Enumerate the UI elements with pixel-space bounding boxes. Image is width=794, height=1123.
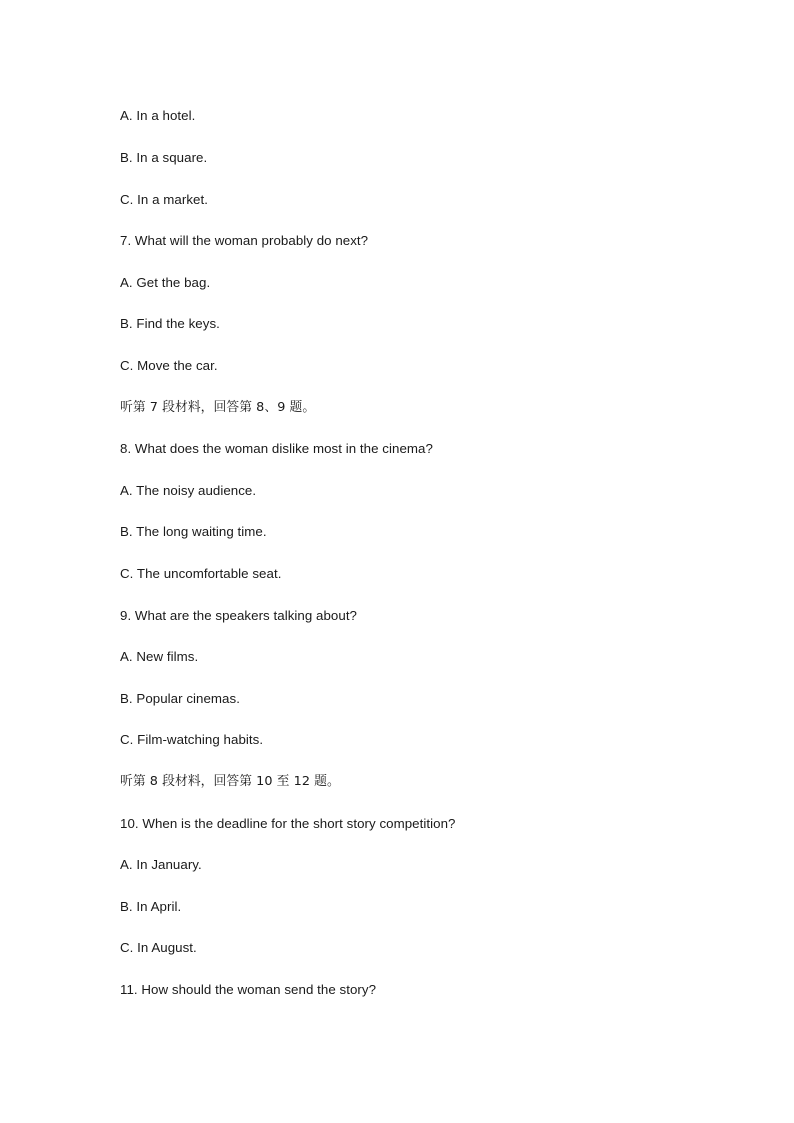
- question-8: 8. What does the woman dislike most in the cinema?: [120, 441, 433, 456]
- option-6b: B. In a square.: [120, 150, 208, 165]
- option-10b: B. In April.: [120, 899, 182, 914]
- option-9b: B. Popular cinemas.: [120, 691, 240, 706]
- option-6a: A. In a hotel.: [120, 108, 196, 123]
- option-8c: C. The uncomfortable seat.: [120, 566, 282, 581]
- question-7: 7. What will the woman probably do next?: [120, 233, 369, 248]
- option-8a: A. The noisy audience.: [120, 483, 257, 498]
- option-9c: C. Film-watching habits.: [120, 732, 264, 747]
- option-7c: C. Move the car.: [120, 358, 218, 373]
- option-8b: B. The long waiting time.: [120, 524, 267, 539]
- question-11: 11. How should the woman send the story?: [120, 982, 377, 997]
- option-9a: A. New films.: [120, 649, 199, 664]
- option-6c: C. In a market.: [120, 192, 208, 207]
- section-instruction-7: 听第 7 段材料，回答第 8、9 题。: [120, 400, 316, 415]
- question-9: 9. What are the speakers talking about?: [120, 608, 358, 623]
- option-10c: C. In August.: [120, 940, 197, 955]
- option-10a: A. In January.: [120, 857, 202, 872]
- option-7b: B. Find the keys.: [120, 316, 220, 331]
- section-instruction-8: 听第 8 段材料，回答第 10 至 12 题。: [120, 774, 340, 789]
- question-10: 10. When is the deadline for the short story competition?: [120, 816, 456, 831]
- option-7a: A. Get the bag.: [120, 275, 211, 290]
